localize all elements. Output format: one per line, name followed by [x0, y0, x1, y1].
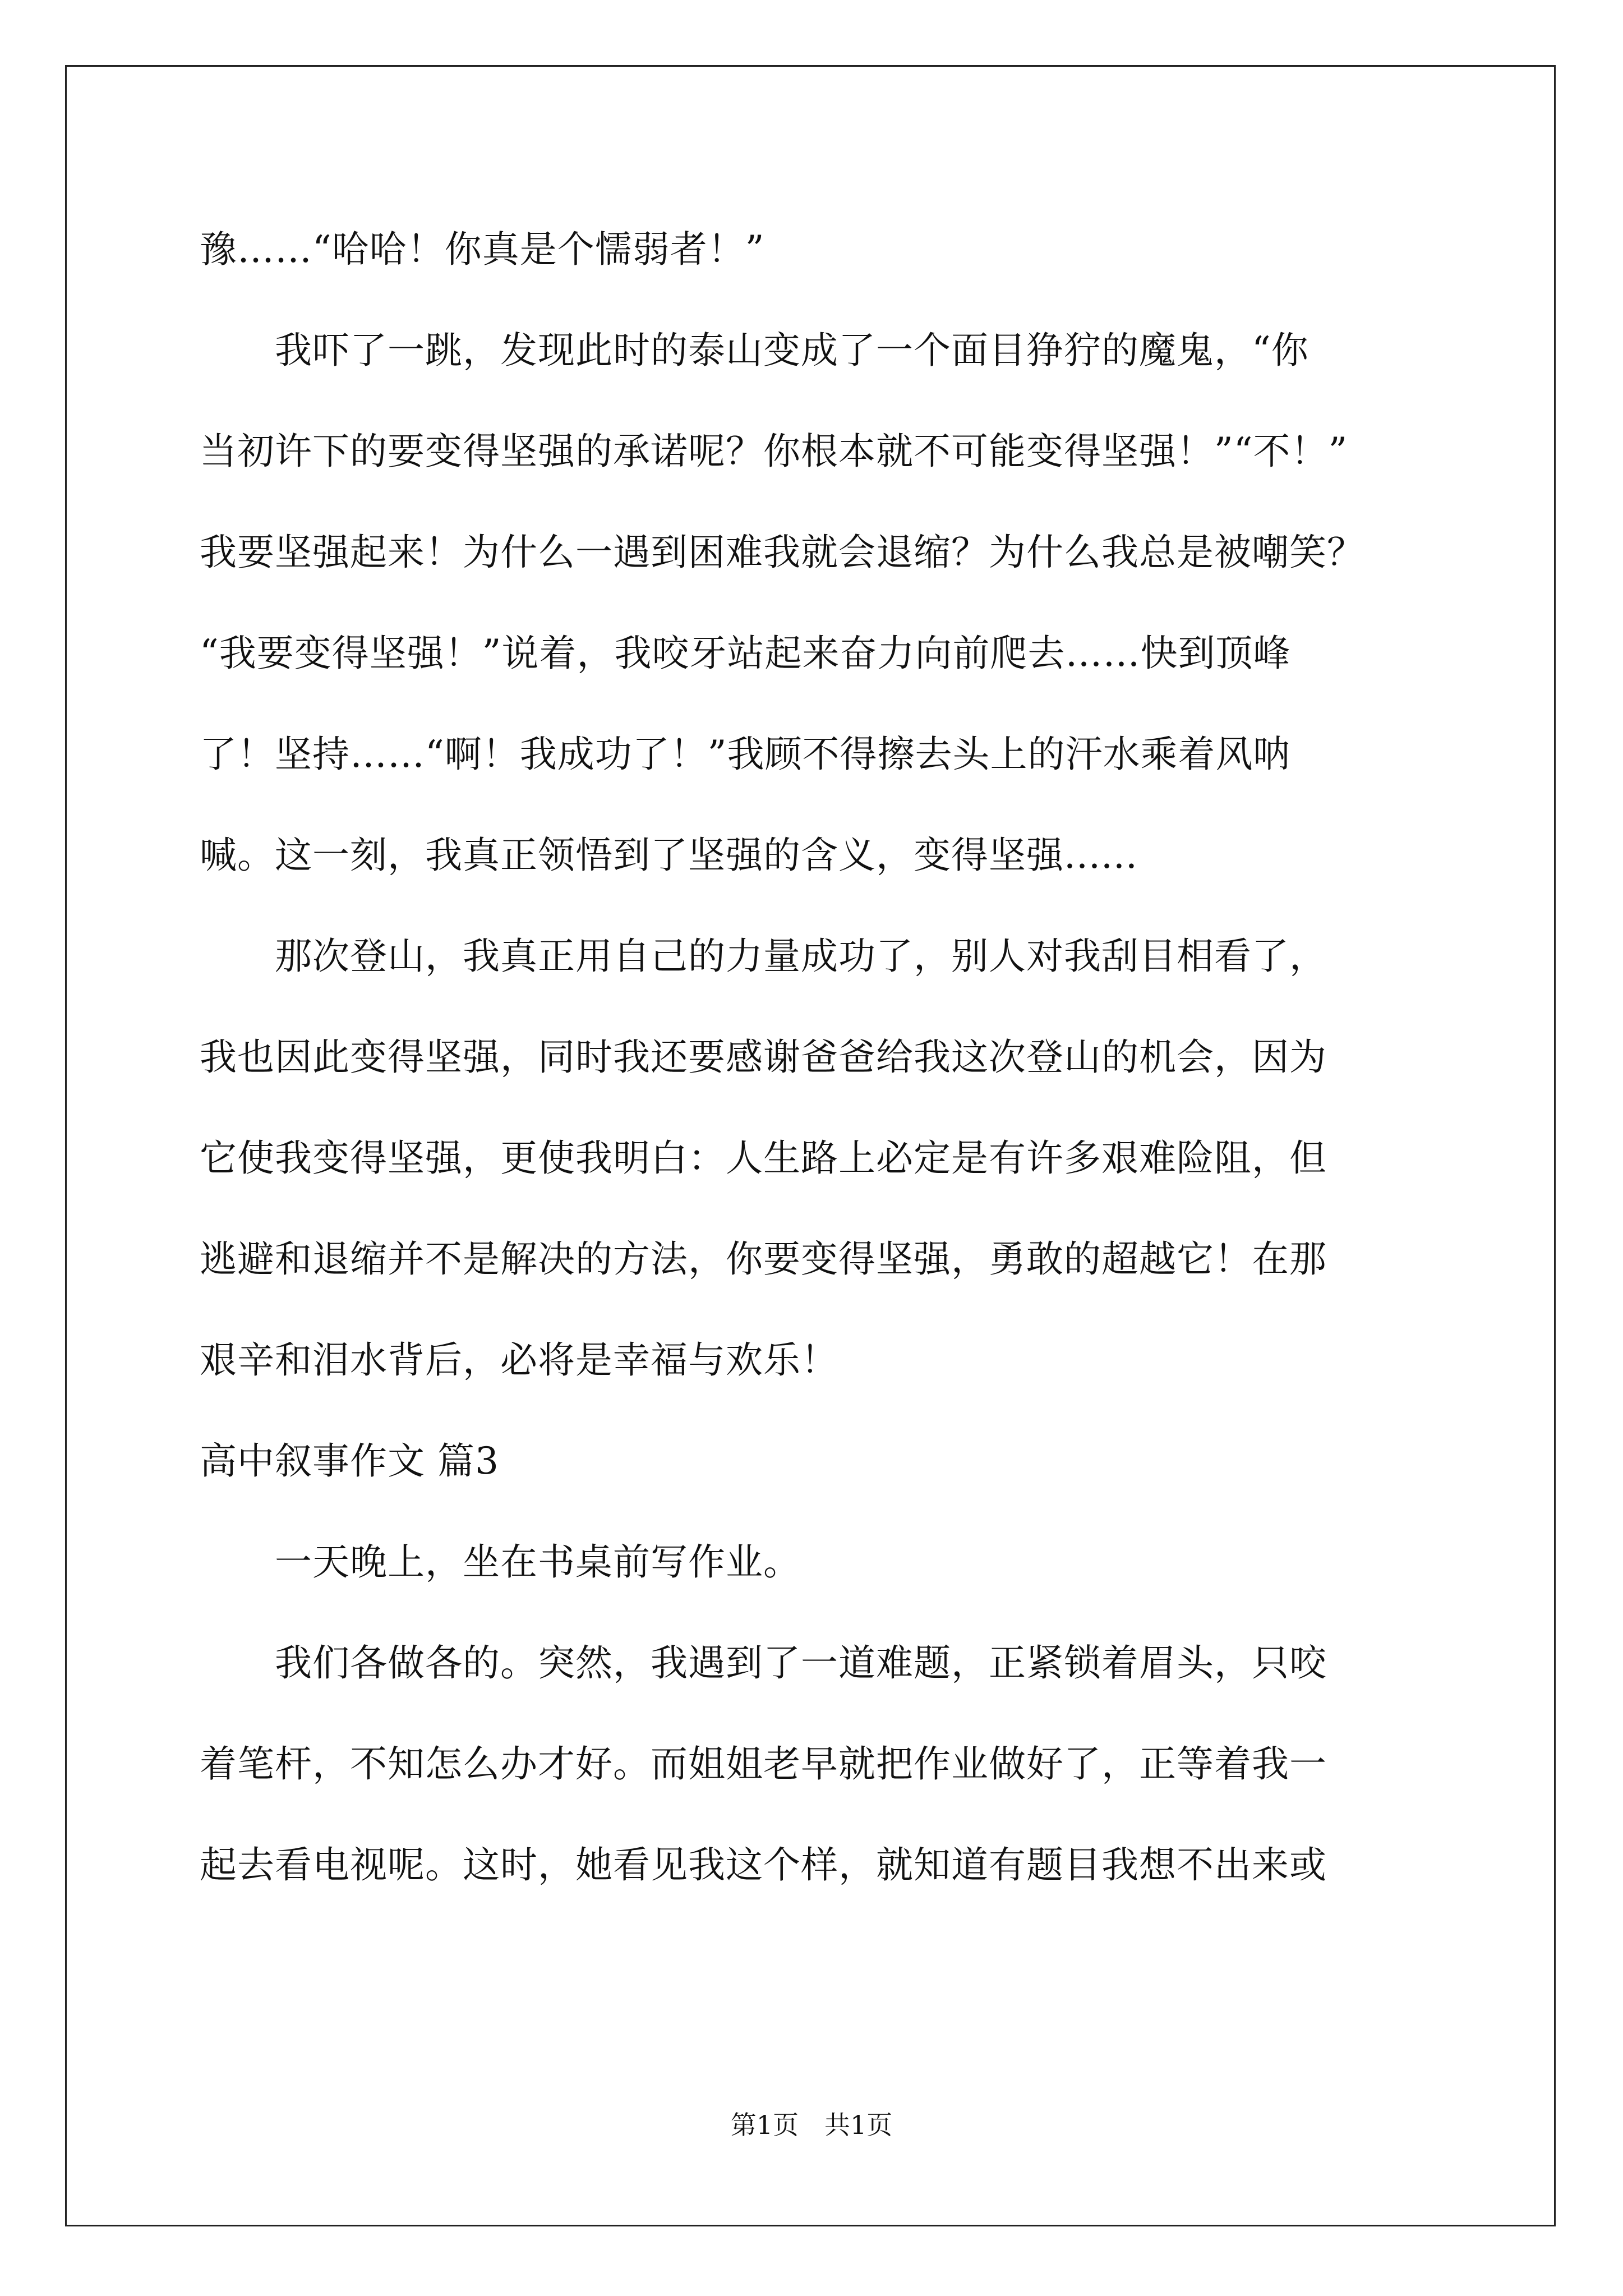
- text-line: 我吓了一跳，发现此时的泰山变成了一个面目狰狞的魔鬼，“你: [200, 329, 1309, 372]
- page-number-footer: 第1页 共1页: [730, 2110, 893, 2140]
- text-line: 当初许下的要变得坚强的承诺呢？你根本就不可能变得坚强！”“不！”: [200, 430, 1348, 473]
- text-line: 喊。这一刻，我真正领悟到了坚强的含义，变得坚强......: [200, 834, 1138, 877]
- text-line: 它使我变得坚强，更使我明白：人生路上必定是有许多艰难险阻，但: [200, 1137, 1327, 1180]
- text-line: 了！坚持……“啊！我成功了！”我顾不得擦去头上的汗水乘着风呐: [200, 733, 1291, 776]
- text-line: 豫……“哈哈！你真是个懦弱者！”: [200, 228, 765, 271]
- text-line: 逃避和退缩并不是解决的方法，你要变得坚强，勇敢的超越它！在那: [200, 1237, 1327, 1281]
- text-line: 我要坚强起来！为什么一遇到困难我就会退缩？为什么我总是被嘲笑？: [200, 531, 1364, 574]
- text-line: 起去看电视呢。这时，她看见我这个样，就知道有题目我想不出来或: [200, 1843, 1327, 1887]
- section-heading: 高中叙事作文 篇3: [200, 1439, 499, 1483]
- text-line: 着笔杆，不知怎么办才好。而姐姐老早就把作业做好了，正等着我一: [200, 1742, 1327, 1786]
- text-line: 我也因此变得坚强，同时我还要感谢爸爸给我这次登山的机会，因为: [200, 1036, 1327, 1079]
- text-line: “我要变得坚强！”说着，我咬牙站起来奋力向前爬去……快到顶峰: [200, 632, 1291, 675]
- text-line: 我们各做各的。突然，我遇到了一道难题，正紧锁着眉头，只咬: [200, 1641, 1327, 1685]
- text-line: 艰辛和泪水背后，必将是幸福与欢乐！: [200, 1338, 838, 1382]
- text-line: 那次登山，我真正用自己的力量成功了，别人对我刮目相看了，: [200, 935, 1327, 978]
- text-line: 一天晚上，坐在书桌前写作业。: [200, 1540, 801, 1584]
